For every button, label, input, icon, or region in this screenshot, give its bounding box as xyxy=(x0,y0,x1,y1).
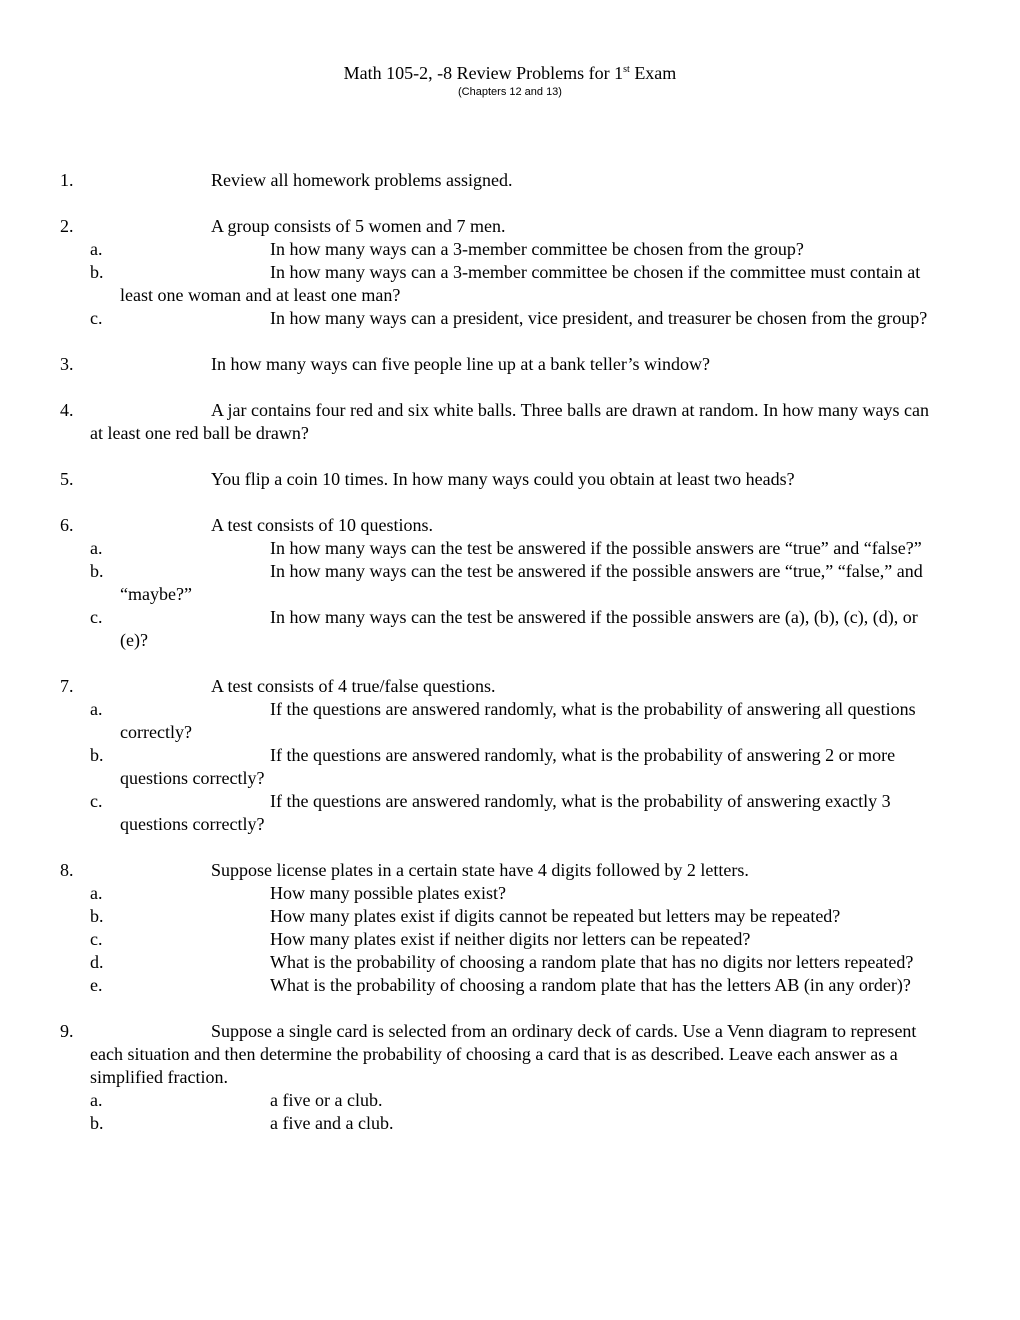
subpart-letter: e. xyxy=(90,975,103,995)
problem-text: A test consists of 4 true/false questions. xyxy=(211,676,496,696)
subpart-letter: d. xyxy=(90,952,104,972)
problem-statement xyxy=(60,399,940,445)
problem-item xyxy=(60,353,940,376)
problem-subpart xyxy=(60,560,940,606)
problem-statement xyxy=(60,1020,940,1089)
problem-subpart xyxy=(60,790,940,836)
problem-statement xyxy=(60,675,940,698)
subpart-text: How many possible plates exist? xyxy=(270,883,506,903)
problem-text: A group consists of 5 women and 7 men. xyxy=(211,216,506,236)
problem-item xyxy=(60,215,940,330)
subpart-text: In how many ways can the test be answered if the possible answers are “true,” “false,” and “maybe?” xyxy=(120,561,923,604)
problem-number: 2. xyxy=(60,216,74,236)
problem-subpart xyxy=(60,698,940,744)
problem-number: 6. xyxy=(60,515,74,535)
problem-text: A jar contains four red and six white balls. Three balls are drawn at random. In how many ways can at least one red ball be drawn? xyxy=(90,400,929,443)
subpart-letter: c. xyxy=(90,308,103,328)
problem-text: You flip a coin 10 times. In how many ways could you obtain at least two heads? xyxy=(211,469,795,489)
problem-text: Suppose a single card is selected from an ordinary deck of cards. Use a Venn diagram to represent each situation and then determine the probability of choosing a card that is as described. Leave each answer as a simplified fraction. xyxy=(90,1021,917,1087)
subpart-text: What is the probability of choosing a random plate that has no digits nor letters repeated? xyxy=(270,952,914,972)
subpart-letter: b. xyxy=(90,745,104,765)
subpart-text: a five and a club. xyxy=(270,1113,394,1133)
subpart-text: How many plates exist if digits cannot be repeated but letters may be repeated? xyxy=(270,906,841,926)
subpart-letter: a. xyxy=(90,538,103,558)
problem-item xyxy=(60,399,940,445)
problem-subpart xyxy=(60,744,940,790)
subpart-letter: a. xyxy=(90,239,103,259)
subpart-text: In how many ways can the test be answered if the possible answers are (a), (b), (c), (d), or (e)? xyxy=(120,607,918,650)
subpart-letter: a. xyxy=(90,883,103,903)
problem-number: 3. xyxy=(60,354,74,374)
subpart-letter: a. xyxy=(90,1090,103,1110)
subpart-text: In how many ways can the test be answered if the possible answers are “true” and “false?” xyxy=(270,538,922,558)
title-end: Exam xyxy=(629,63,677,83)
subpart-letter: c. xyxy=(90,607,103,627)
problem-item xyxy=(60,1020,940,1135)
subpart-letter: b. xyxy=(90,561,104,581)
problem-number: 1. xyxy=(60,170,74,190)
problem-statement xyxy=(60,215,940,238)
subpart-letter: b. xyxy=(90,906,104,926)
problem-number: 7. xyxy=(60,676,74,696)
subpart-text: In how many ways can a 3-member committee be chosen if the committee must contain at least one woman and at least one man? xyxy=(120,262,921,305)
problem-number: 9. xyxy=(60,1021,74,1041)
problem-subpart xyxy=(60,928,940,951)
problem-statement xyxy=(60,859,940,882)
problem-subpart xyxy=(60,905,940,928)
problem-item xyxy=(60,169,940,192)
problem-statement xyxy=(60,468,940,491)
subpart-text: What is the probability of choosing a random plate that has the letters AB (in any order)? xyxy=(270,975,911,995)
subpart-text: In how many ways can a president, vice president, and treasurer be chosen from the group? xyxy=(270,308,928,328)
title-main: Math 105-2, -8 Review Problems for 1 xyxy=(343,63,624,83)
subpart-text: How many plates exist if neither digits nor letters can be repeated? xyxy=(270,929,751,949)
subpart-text: If the questions are answered randomly, what is the probability of answering exactly 3 questions correctly? xyxy=(120,791,891,834)
problem-subpart xyxy=(60,261,940,307)
problem-number: 5. xyxy=(60,469,74,489)
problem-number: 8. xyxy=(60,860,74,880)
title-superscript: st xyxy=(623,64,630,75)
problem-subpart xyxy=(60,974,940,997)
subpart-text: In how many ways can a 3-member committee be chosen from the group? xyxy=(270,239,804,259)
page-subtitle: (Chapters 12 and 13) xyxy=(458,86,562,98)
problem-subpart xyxy=(60,307,940,330)
problem-item xyxy=(60,675,940,836)
problem-statement xyxy=(60,169,940,192)
problem-statement xyxy=(60,514,940,537)
problem-subpart xyxy=(60,606,940,652)
problem-item xyxy=(60,859,940,997)
problem-subpart xyxy=(60,1112,940,1135)
subpart-letter: c. xyxy=(90,791,103,811)
problem-number: 4. xyxy=(60,400,74,420)
problem-item xyxy=(60,468,940,491)
problem-text: In how many ways can five people line up at a bank teller’s window? xyxy=(211,354,711,374)
subpart-text: If the questions are answered randomly, what is the probability of answering all questions correctly? xyxy=(120,699,916,742)
page-title xyxy=(0,62,1020,84)
problem-statement xyxy=(60,353,940,376)
problem-text: Suppose license plates in a certain state have 4 digits followed by 2 letters. xyxy=(211,860,749,880)
problem-item xyxy=(60,514,940,652)
problem-list xyxy=(60,169,940,1158)
problem-text: A test consists of 10 questions. xyxy=(211,515,434,535)
problem-subpart xyxy=(60,537,940,560)
problem-subpart xyxy=(60,238,940,261)
problem-subpart xyxy=(60,882,940,905)
subpart-letter: b. xyxy=(90,1113,104,1133)
problem-text: Review all homework problems assigned. xyxy=(211,170,513,190)
subpart-text: If the questions are answered randomly, what is the probability of answering 2 or more questions correctly? xyxy=(120,745,896,788)
subpart-text: a five or a club. xyxy=(270,1090,383,1110)
problem-subpart xyxy=(60,1089,940,1112)
problem-subpart xyxy=(60,951,940,974)
subpart-letter: b. xyxy=(90,262,104,282)
subpart-letter: a. xyxy=(90,699,103,719)
subpart-letter: c. xyxy=(90,929,103,949)
